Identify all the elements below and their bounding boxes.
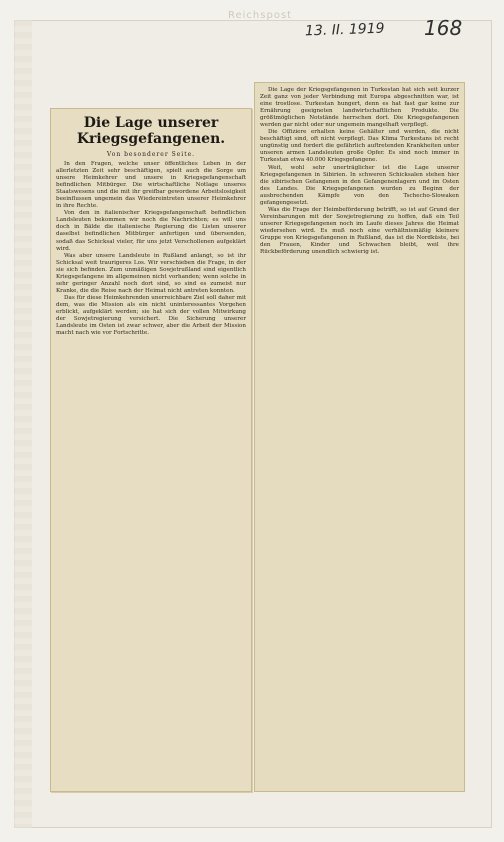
binding-edge <box>14 20 32 828</box>
handwritten-date: 13. II. 1919 <box>304 20 385 40</box>
article-byline: Von besonderer Seite. <box>106 151 196 158</box>
newspaper-stamp: Reichspost <box>228 10 293 21</box>
paragraph: Was die Frage der Heimbeförderung betrifft, so ist auf Grund der Vereinbarungen mit der Sowjetregierung zu hoffen, daß ein Teil unserer Kriegsgefangenen noch im Laufe dieses Jahres die Heimat wiedersehen wird. Es muß noch eine verhältnismäßig kleinere Gruppe von Kriegsgefangenen in Rußland, das ist die Nordküste, bei den Frauen, Kinder und Schwachen bleibt, weil ihre Rückbeförderung unendlich schwierig ist. <box>260 206 459 256</box>
paragraph: Die Lage der Kriegsgefangenen in Turkestan hat sich seit kurzer Zeit ganz von jeder Verbindung mit Europa abgeschnitten war, ist eine trostlose. Turkestan hungert, denn es hat fast gar keine zur Ernährung geeigneten landwirtschaftlichen Produkte. Die größtmöglichen Notstände herrschen dort. Die Kriegsgefangenen werden gar nicht oder nur ungemein mangelhaft verpflegt. <box>260 87 459 129</box>
right-column-text <box>260 87 459 256</box>
handwritten-number: 168 <box>424 16 463 40</box>
left-column-text <box>56 161 246 337</box>
paragraph: Von den in italienischer Kriegsgefangenschaft befindlichen Landsleuten bekommen wir noch die Nachrichten; es will uns doch in Bälde die italienische Regierung die Listen unserer daselbst befindlichen Mitbürger anfertigen und übersenden, sodaß das Schicksal vieler, für uns jetzt Verschollenen aufgeklärt wird. <box>56 210 246 252</box>
paragraph: Das für diese Heimkehrenden unerreichbare Ziel soll daher mit dem, was die Mission als ein nicht uninteressantes Vorgehen erblickt, aufgeklärt werden; sie hat sich der vollen Mitwirkung der Sowjetregierung versichert. Die Sicherung unserer Landsleute im Osten ist zwar schwer, aber die Arbeit der Mission macht nach wie vor Fortschritte. <box>56 294 246 337</box>
paragraph: Die Offiziere erhalten keine Gehälter und werden, die nicht beschäftigt sind, oft nicht verpflegt. Das Klima Turkestans ist recht ungünstig und fordert die gefährlich auftretenden Krankheiten unter unseren armen Landsleuten große Opfer. Es sind noch immer in Turkestan etwa 40.000 Kriegsgefangene. <box>260 129 459 164</box>
paragraph: Weit, wohl sehr unerträglicher ist die Lage unserer Kriegsgefangenen in Sibirien. In schweren Schicksalen stehen hier die sibirischen Gefangenen in den Gefangenenlagern und im Osten des Landes. Die Kriegsgefangenen wurden zu Beginn der ausbrechenden Kämpfe von den Tschecho-Slowaken gefangengesetzt. <box>260 164 459 206</box>
paragraph: In den Fragen, welche unser öffentliches Leben in der allerletzten Zeit sehr beschäftigen, spielt auch die Sorge um unsere Heimkehrer und unsere in Kriegsgefangenschaft befindlichen Mitbürger. Die wirtschaftliche Notlage unseres Staatswesens und die mit ihr greifbar gewordene Arbeitslosigkeit beeinflussen ungemein das Wiedereintreten unserer Heimkehrer in ihre Rechte. <box>56 161 246 210</box>
clipping-left-column <box>50 108 252 792</box>
paragraph: Was aber unsere Landsleute in Rußland anlangt, so ist ihr Schicksal weit traurigeres Los. Wir verschieben die Frage, in der sie sich befinden. Zum unmäßigen Sowjetrußland sind eigentlich Kriegsgefangene im allgemeinen nicht vorhanden; wenn solche in sehr geringer Anzahl noch dort sind, so sind es zumeist nur Kranke, die die Reise nach der Heimat nicht antreten konnten. <box>56 252 246 294</box>
clipping-right-column <box>254 82 465 792</box>
article-title: Die Lage unserer Kriegsgefangenen. <box>76 115 226 147</box>
